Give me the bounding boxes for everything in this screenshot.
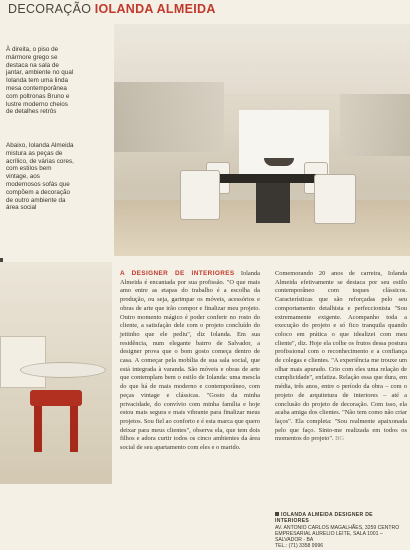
living-room-photo — [0, 262, 112, 484]
page-header — [8, 2, 216, 18]
photo-caption-top: À direita, o piso de mármore grego se destaca na sala de jantar, ambiente no qual Iolanda tem uma linda mesa contemporânea com poltronas Bruno e lustre moderno cheios de detalhes retrôs — [6, 46, 74, 116]
article-column-1 — [120, 270, 260, 453]
end-mark: BG — [335, 435, 345, 443]
chandelier-icon — [264, 84, 304, 110]
contact-address: AV. ANTONIO CARLOS MAGALHÃES, 3259 CENTRO EMPRESARIAL AURELIO LEITE, SALA 1001 – SALVADOR - BA — [275, 524, 400, 544]
section-title: DECORAÇÃO — [8, 2, 92, 16]
contact-box — [275, 512, 407, 550]
article-column-2 — [275, 270, 407, 444]
dining-room-photo — [114, 24, 410, 256]
contact-name: IOLANDA ALMEIDA DESIGNER DE INTERIORES — [275, 512, 373, 525]
author-title: IOLANDA ALMEIDA — [94, 2, 216, 16]
article-text-1: Iolanda Almeida é encantada por sua profissão. "O que mais amo entre as etapas do trabalho é a escolha da produção, ou seja, garimpar os móveis, acessórios e obras de arte que irão compor e finalizar meu projeto. Outro momento mágico é poder conferir no rosto do cliente, a satisfação dele com o projeto concluído do jeitinho que ele pediu", diz Iolanda. Em sua residência, num elegante bairro de Salvador, a designer prova que o bom gosto começa dentro de casa. A começar pela mobília de sua sala social, que está integrada à varanda. São móveis e obras de arte que contemplam bem o estilo de Iolanda: uma mescla do que há de mais moderno e contemporâneo, com peças vintage e clássicas. "Gosto da minha privacidade, do convívio com minha família e hoje estou mais segura e mais vibrante para finalizar meus projetos. Sou fiel ao conforto e é esta marca que quero deixar para meus clientes", observa ela, que tem dois filhos e adora curtir todos os cinco ambientes da área social de seu apartamento com eles e o marido. — [120, 270, 260, 452]
photo-caption-bottom: Abaixo, Iolanda Almeida mistura as peças de acrílico, de várias cores, com estilos bem vintage, aos modernosos sofás que compõem a decoração de outro ambiente da área social — [6, 142, 74, 212]
article-text-2: Comemorando 20 anos de carreira, Iolanda Almeida efetivamente se destaca por seu estilo contemporâneo com toques clássicos. Características que são reforçadas pelo seu comportamento detalhista e perfeccionista "Sou extremamente exigente. Acompanho toda a execução do projeto e só fico tranquila quando coloco em prática o que idealizei com meu cliente", diz. Hoje ela colhe os frutos dessa postura profissional com o reconhecimento e a confiança de colegas e clientes. "A experiência me trouxe um olhar mais apurado. Crio com eles uma relação de cumplicidade", enfatiza. Relação essa que dura, em média, três anos, entre o período da obra – com o projeto de arquitetura de interiores – até a conclusão do projeto de decoração. Com isso, ela acaba amiga dos clientes. "Não tem como não criar laços". Ela completa: "Sou realmente apaixonada pelo que faço. Sinto-me realizada em todos os momentos do projeto". — [275, 270, 407, 443]
bullet-square-icon — [275, 512, 279, 516]
article-lead: A DESIGNER DE INTERIORES — [120, 270, 235, 277]
contact-phone: TEL.: (71) 3358 9996 — [275, 543, 324, 550]
